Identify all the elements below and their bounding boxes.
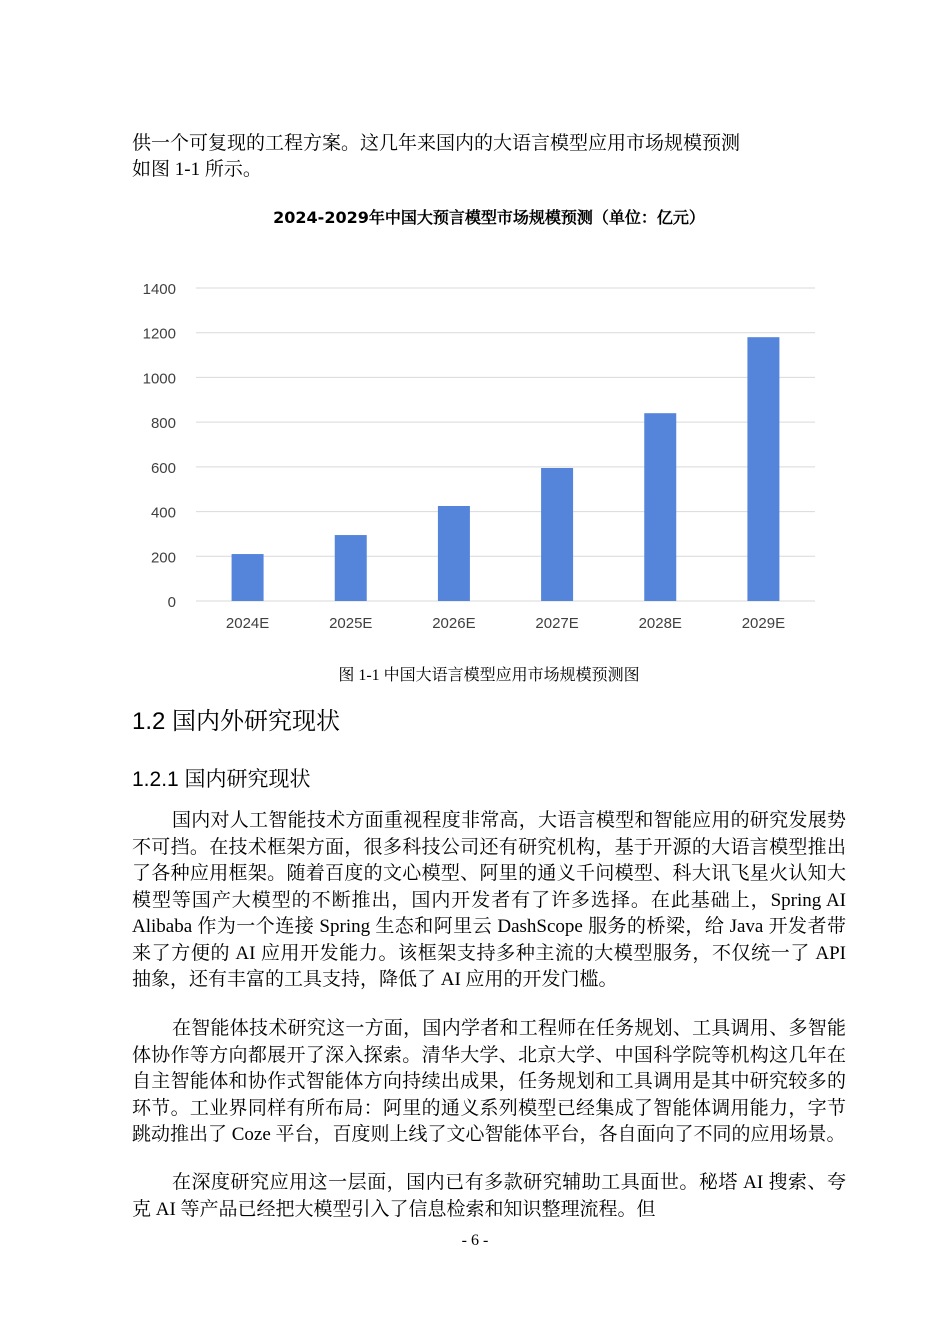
bar: [438, 506, 470, 601]
body-paragraph-3: 在深度研究应用这一层面，国内已有多款研究辅助工具面世。秘塔 AI 搜索、夸克 AI 等产品已经把大模型引入了信息检索和知识整理流程。但: [132, 1172, 846, 1220]
intro-line-1: 供一个可复现的工程方案。这几年来国内的大语言模型应用市场规模预测: [132, 133, 741, 154]
body-paragraph-1: 国内对人工智能技术方面重视程度非常高，大语言模型和智能应用的研究发展势不可挡。在技术框架方面，很多科技公司还有研究机构，基于开源的大语言模型推出了各种应用框架。随着百度的文心模型、阿里的通义千问模型、科大讯飞星火认知大模型等国产大模型的不断推出，国内开发者有了许多选择。在此基础上，Spring AI Alibaba 作为一个连接 Spring 生态和阿里云 DashScope 服务的桥梁，给 Java 开发者带来了方便的 AI 应用开发能力。该框架支持多种主流的大模型服务，不仅统一了 API 抽象，还有丰富的工具支持，降低了 AI 应用的开发门槛。: [132, 810, 846, 990]
y-tick-label: 800: [150, 415, 176, 433]
x-tick-label: 2028E: [638, 615, 682, 632]
bar: [747, 337, 779, 601]
page-number: - 6 -: [461, 1232, 489, 1249]
bar-chart: [0, 0, 950, 660]
x-tick-label: 2024E: [225, 615, 270, 632]
intro-line-2: 如图 1-1 所示。: [132, 159, 262, 180]
bar: [541, 468, 573, 601]
y-tick-label: 200: [150, 549, 176, 567]
x-tick-label: 2029E: [741, 615, 786, 632]
x-tick-label: 2025E: [329, 615, 373, 632]
subsection-heading: 1.2.1 国内研究现状: [132, 768, 311, 791]
x-tick-label: 2027E: [535, 615, 579, 632]
x-tick-label: 2026E: [432, 615, 476, 632]
bar: [232, 554, 264, 601]
y-tick-label: 600: [150, 459, 176, 477]
y-tick-label: 1400: [142, 281, 176, 298]
section-heading: 1.2 国内外研究现状: [132, 708, 341, 735]
body-paragraph-2: 在智能体技术研究这一方面，国内学者和工程师在任务规划、工具调用、多智能体协作等方向都展开了深入探索。清华大学、北京大学、中国科学院等机构这几年在自主智能体和协作式智能体方向持续出成果，任务规划和工具调用是其中研究较多的环节。工业界同样有所布局：阿里的通义系列模型已经集成了智能体调用能力，字节跳动推出了 Coze 平台，百度则上线了文心智能体平台，各自面向了不同的应用场景。: [132, 1018, 846, 1145]
figure-caption: 图 1-1 中国大语言模型应用市场规模预测图: [338, 667, 640, 684]
y-tick-label: 1200: [142, 325, 176, 343]
chart-title: 2024-2029年中国大预言模型市场规模预测（单位：亿元）: [273, 208, 705, 227]
bar: [644, 413, 676, 601]
y-tick-label: 400: [150, 504, 176, 522]
bar: [335, 535, 367, 601]
y-tick-label: 1000: [142, 370, 176, 388]
y-tick-label: 0: [167, 594, 176, 611]
